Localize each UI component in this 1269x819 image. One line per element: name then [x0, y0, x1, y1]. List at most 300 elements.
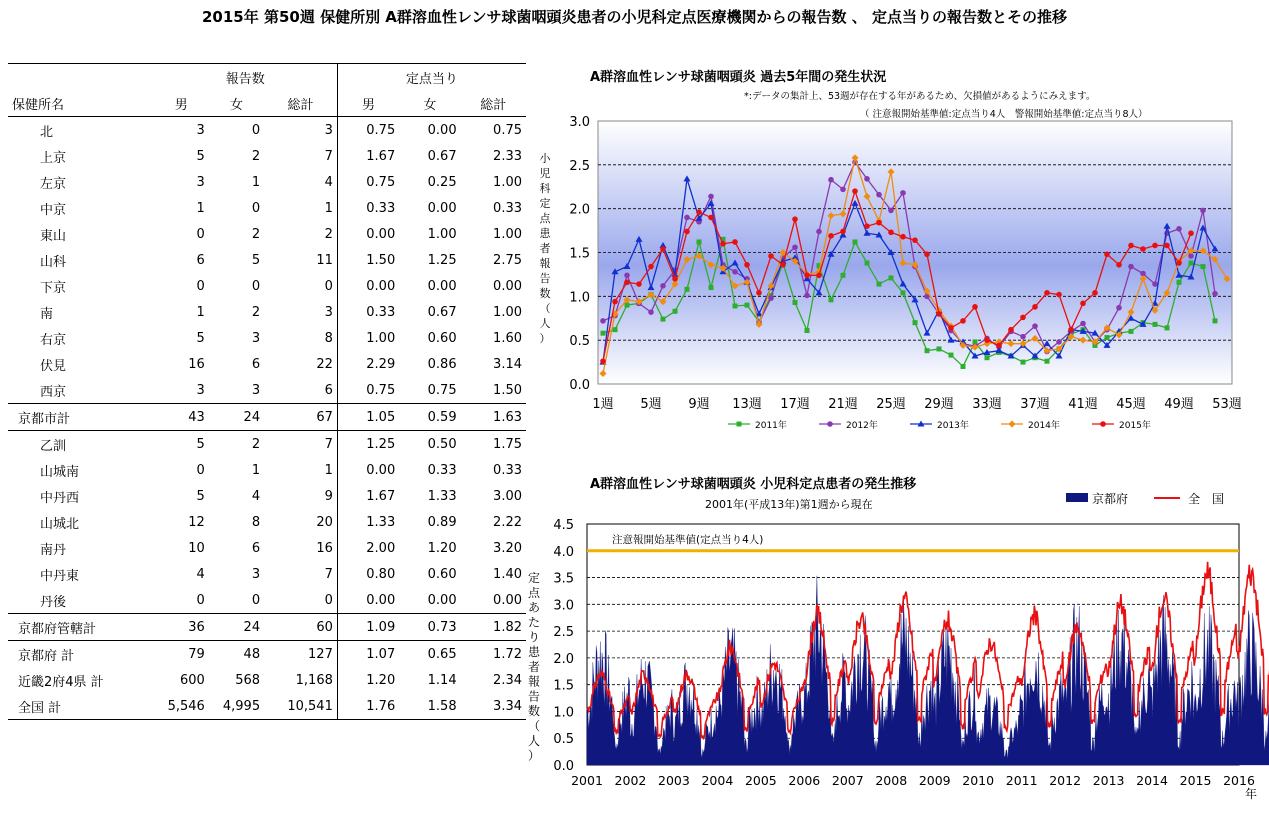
chart2-xtick: 2011 [1005, 773, 1038, 788]
cell-per-total: 1.82 [461, 614, 526, 641]
cell-per-total: 3.00 [493, 488, 522, 504]
cell-per-female: 1.14 [427, 672, 457, 688]
chart1-point [708, 215, 714, 221]
chart1-point [925, 348, 930, 353]
chart2-xtick: 2015 [1179, 773, 1212, 788]
chart1-point [600, 318, 606, 324]
cell-per-male: 0.33 [337, 195, 399, 221]
chart1-point [889, 275, 894, 280]
cell-total: 1 [324, 462, 333, 478]
chart1-point [1080, 321, 1086, 327]
chart1-point [853, 239, 858, 244]
cell-name: 中京 [40, 202, 67, 218]
chart1-ylabel-char: 定 [539, 197, 551, 210]
cell-total: 4 [324, 174, 333, 190]
chart1-point [949, 353, 954, 358]
cell-total: 0 [324, 278, 333, 294]
cell-per-male: 1.67 [337, 483, 399, 509]
chart1-ylabel-char: （ [539, 302, 551, 315]
chart1-point [1152, 281, 1158, 287]
chart1-xtick: 45週 [1116, 397, 1146, 412]
chart1-point [1080, 301, 1086, 307]
chart2-ylabel-char: 点 [527, 585, 541, 600]
cell-name: 中丹西 [40, 490, 80, 506]
header-total: 総計 [264, 90, 337, 117]
cell-name: 南丹 [40, 542, 67, 558]
cell-per-male: 0.80 [337, 561, 399, 587]
cell-female: 8 [251, 514, 261, 530]
cell-male: 5 [196, 330, 205, 346]
cell-per-female: 0.25 [427, 174, 457, 190]
chart1-point [648, 264, 654, 270]
chart1-point [828, 233, 834, 239]
chart1-ylabel-char: 者 [539, 242, 551, 255]
cell-per-total: 0.75 [493, 122, 522, 138]
cell-name: 山城北 [40, 516, 80, 532]
cell-per-female: 0.00 [427, 278, 457, 294]
chart1-point [661, 317, 666, 322]
cell-per-total: 1.40 [493, 566, 522, 582]
cell-name: 山科 [40, 254, 67, 270]
chart2-legend-line-label: 全 国 [1188, 492, 1225, 506]
cell-total: 67 [264, 404, 337, 431]
chart2-ylabel-char: 報 [527, 674, 541, 689]
chart1-legend-label: 2011年 [755, 421, 787, 431]
chart2-ytick: 1.0 [553, 705, 574, 721]
chart1-point [829, 297, 834, 302]
cell-male: 12 [188, 514, 205, 530]
chart1-legend-label: 2015年 [1119, 421, 1151, 431]
cell-per-female: 0.60 [427, 566, 457, 582]
chart1-point [816, 229, 822, 235]
chart1-point [876, 192, 882, 198]
chart2-ytick: 4.0 [553, 544, 574, 560]
cell-name: 全国 計 [8, 693, 154, 720]
chart1-ylabel-char: 報 [539, 257, 551, 270]
chart1-point [1020, 315, 1026, 321]
chart2-xtick: 2006 [788, 773, 821, 788]
chart1-point [864, 223, 870, 229]
cell-per-female: 1.58 [399, 693, 460, 720]
chart1-ylabel-char: 科 [539, 182, 551, 195]
chart1-point [1176, 226, 1182, 232]
chart1-xtick: 49週 [1164, 397, 1194, 412]
cell-name: 東山 [40, 228, 67, 244]
cell-total: 127 [264, 641, 337, 668]
cell-total: 22 [316, 356, 333, 372]
cell-total: 16 [316, 540, 333, 556]
chart2-ytick: 0.5 [553, 732, 574, 748]
chart2-xtick: 2008 [875, 773, 908, 788]
cell-female: 2 [209, 431, 264, 458]
cell-female: 6 [251, 356, 261, 372]
cell-female: 0 [251, 200, 261, 216]
chart1-point [1104, 251, 1110, 257]
chart1-point [1129, 329, 1134, 334]
cell-male: 3 [196, 174, 205, 190]
chart2-ylabel-char: 告 [527, 689, 541, 704]
chart1-point [1008, 327, 1014, 333]
five-year-chart-note: *:データの集計上、53週が存在する年があるため、欠損値があるようにみえます。 [744, 91, 1096, 102]
cell-per-female: 0.67 [427, 304, 457, 320]
cell-female: 2 [251, 226, 261, 242]
chart1-point [937, 346, 942, 351]
chart1-point [1176, 260, 1182, 266]
cell-per-total: 1.00 [493, 174, 522, 190]
cell-per-male: 2.29 [337, 351, 399, 377]
cell-per-female: 0.00 [427, 122, 457, 138]
cell-male: 4 [196, 566, 205, 582]
cell-total: 20 [316, 514, 333, 530]
cell-per-female: 0.00 [427, 200, 457, 216]
cell-male: 5 [196, 488, 205, 504]
chart1-point [1092, 290, 1098, 296]
cell-per-total: 3.34 [461, 693, 526, 720]
chart1-legend-marker [1100, 421, 1106, 427]
cell-total: 2 [324, 226, 333, 242]
cell-per-male: 1.25 [337, 431, 399, 458]
cell-female: 6 [251, 540, 261, 556]
chart2-xtick: 2012 [1049, 773, 1082, 788]
chart1-point [901, 290, 906, 295]
chart1-legend-marker [1009, 421, 1016, 428]
chart2-ytick: 4.5 [553, 518, 574, 533]
chart1-point [1188, 230, 1194, 236]
chart1-point [744, 262, 750, 268]
chart1-point [1165, 325, 1170, 330]
cell-per-male: 1.05 [337, 404, 399, 431]
chart2-ytick: 2.0 [553, 651, 574, 667]
cell-female: 3 [251, 330, 261, 346]
chart1-point [625, 303, 630, 308]
chart1-point [1152, 243, 1158, 249]
chart2-xtick: 2003 [658, 773, 690, 788]
chart1-point [1153, 322, 1158, 327]
cell-male: 0 [196, 592, 205, 608]
chart2-ytick: 3.0 [553, 598, 574, 614]
cell-male: 1 [196, 304, 205, 320]
chart1-point [804, 293, 810, 299]
chart2-threshold-label: 注意報開始基準値(定点当り4人) [612, 533, 764, 546]
cell-male: 16 [188, 356, 205, 372]
chart1-point [636, 281, 642, 287]
cell-female: 1 [251, 462, 261, 478]
cell-per-female: 0.00 [427, 592, 457, 608]
chart1-point [792, 244, 798, 250]
cell-male: 79 [154, 641, 209, 668]
cell-per-female: 0.67 [427, 148, 457, 164]
cell-male: 0 [196, 278, 205, 294]
chart1-point [780, 262, 786, 268]
chart1-point [1056, 339, 1062, 345]
cell-total: 1,168 [295, 672, 333, 688]
chart2-ytick: 2.5 [553, 625, 574, 641]
cell-per-female: 0.75 [427, 382, 457, 398]
chart1-point [900, 234, 906, 240]
cell-per-female: 0.50 [399, 431, 460, 458]
cell-per-female: 0.86 [427, 356, 457, 372]
cell-per-total: 3.20 [493, 540, 522, 556]
cell-per-male: 1.50 [337, 247, 399, 273]
chart1-point [840, 187, 846, 193]
chart1-point [624, 272, 630, 278]
cell-total: 0 [324, 592, 333, 608]
chart1-ylabel-char: 点 [539, 212, 551, 225]
cell-name: 左京 [40, 176, 67, 192]
cell-female: 24 [209, 404, 264, 431]
chart1-point [612, 299, 618, 305]
chart1-xtick: 29週 [924, 397, 954, 412]
cell-male: 10 [188, 540, 205, 556]
cell-per-male: 0.75 [337, 169, 399, 195]
cell-name: 京都府 計 [8, 641, 154, 668]
cell-name: 上京 [40, 150, 67, 166]
chart1-xtick: 25週 [876, 397, 906, 412]
cell-per-total: 3.14 [493, 356, 522, 372]
chart2-ylabel-char: （ [527, 719, 541, 733]
chart2-ytick: 1.5 [553, 678, 574, 694]
cell-total: 7 [324, 566, 333, 582]
chart1-point [1032, 323, 1038, 329]
cell-male: 36 [154, 614, 209, 641]
chart2-xtick: 2013 [1092, 773, 1125, 788]
cell-per-male: 1.20 [337, 667, 399, 693]
cell-female: 0 [251, 592, 261, 608]
chart1-point [805, 328, 810, 333]
cell-per-total: 0.00 [493, 278, 522, 294]
chart1-point [660, 283, 666, 289]
chart1-point [936, 311, 942, 317]
chart1-ylabel-char: 小 [539, 152, 551, 165]
cell-per-female: 0.33 [427, 462, 457, 478]
chart1-xtick: 53週 [1212, 397, 1242, 412]
chart1-point [912, 237, 918, 243]
cell-per-female: 0.73 [399, 614, 460, 641]
chart1-point [673, 309, 678, 314]
cell-per-male: 1.67 [337, 143, 399, 169]
chart1-ytick: 0.5 [569, 334, 590, 350]
chart2-xtick: 2014 [1136, 773, 1168, 788]
chart1-point [1200, 208, 1206, 214]
chart1-point [684, 215, 690, 221]
cell-per-female: 1.00 [427, 226, 457, 242]
chart2-xtick: 2016 [1223, 773, 1255, 788]
chart1-point [1020, 334, 1026, 340]
cell-total: 6 [324, 382, 333, 398]
chart1-xtick: 33週 [972, 397, 1002, 412]
cell-total: 60 [264, 614, 337, 641]
chart2-xtick: 2002 [614, 773, 647, 788]
chart2-ylabel-char: 定 [527, 571, 541, 585]
chart1-xtick: 21週 [828, 397, 858, 412]
chart1-point [1177, 280, 1182, 285]
cell-per-male: 0.00 [337, 587, 399, 614]
cell-female: 0 [251, 122, 261, 138]
chart1-point [948, 325, 954, 331]
cell-name: 乙訓 [8, 431, 154, 458]
cell-female: 3 [251, 382, 261, 398]
chart1-point [1128, 243, 1134, 249]
cell-per-male: 0.33 [337, 299, 399, 325]
chart2-xtick: 2005 [744, 773, 777, 788]
chart1-point [732, 239, 738, 245]
cell-per-male: 0.75 [337, 117, 399, 144]
cell-name: 右京 [40, 332, 67, 348]
header-per-female: 女 [399, 90, 460, 117]
cell-female: 4 [251, 488, 261, 504]
chart1-ytick: 1.5 [569, 246, 590, 262]
header-male: 男 [154, 90, 209, 117]
chart1-xtick: 1週 [592, 397, 614, 412]
cell-name: 近畿2府4県 計 [18, 674, 104, 690]
cell-per-male: 0.00 [337, 273, 399, 299]
chart1-point [745, 303, 750, 308]
cell-per-male: 1.00 [337, 325, 399, 351]
chart1-point [1213, 318, 1218, 323]
chart1-point [840, 229, 846, 235]
chart1-point [1044, 290, 1050, 296]
cell-male: 5,546 [154, 693, 209, 720]
cell-name: 南 [40, 306, 54, 322]
cell-female: 2 [251, 148, 261, 164]
chart1-xtick: 9週 [688, 397, 710, 412]
chart1-point [804, 272, 810, 278]
chart1-xtick: 5週 [640, 397, 662, 412]
chart1-ytick: 0.0 [569, 378, 590, 393]
trend-chart-title: A群溶血性レンサ球菌咽頭炎 小児科定点患者の発生推移 [590, 477, 917, 492]
chart1-point [1105, 335, 1110, 340]
cell-per-male: 1.33 [337, 509, 399, 535]
chart1-point [720, 241, 726, 247]
chart1-point [1116, 305, 1122, 311]
cell-total: 7 [324, 148, 333, 164]
chart2-ylabel-char: 人 [527, 733, 541, 748]
cell-total: 3 [324, 122, 333, 138]
five-year-chart [540, 115, 1242, 431]
chart1-point [672, 276, 678, 282]
chart1-point [865, 261, 870, 266]
chart1-point [828, 177, 834, 183]
chart1-point [972, 304, 978, 310]
chart1-point [1212, 291, 1218, 297]
chart1-ylabel-char: 数 [539, 287, 551, 300]
chart2-xtick: 2010 [962, 773, 995, 788]
cell-per-female: 1.25 [427, 252, 457, 268]
chart1-point [600, 358, 606, 364]
cell-male: 43 [154, 404, 209, 431]
chart2-xtick: 2009 [918, 773, 951, 788]
chart1-point [876, 220, 882, 226]
cell-total: 1 [324, 200, 333, 216]
cell-per-total: 1.75 [461, 431, 526, 458]
cell-name: 中丹東 [40, 568, 80, 584]
chart1-point [913, 320, 918, 325]
chart1-point [601, 331, 606, 336]
chart1-point [624, 280, 630, 286]
cell-per-total: 1.00 [493, 226, 522, 242]
chart1-ylabel-char: 患 [539, 227, 551, 240]
chart1-point [877, 282, 882, 287]
chart1-point [816, 272, 822, 278]
cell-per-total: 2.33 [493, 148, 522, 164]
chart2-ylabel-char: 者 [527, 659, 541, 674]
header-female: 女 [209, 90, 264, 117]
chart1-point [1116, 262, 1122, 268]
chart1-point [697, 239, 702, 244]
page-title: 2015年 第50週 保健所別 A群溶血性レンサ球菌咽頭炎患者の小児科定点医療機関からの報告数 、 定点当りの報告数とその推移 [202, 8, 1067, 26]
cell-per-total: 1.60 [493, 330, 522, 346]
header-per-male: 男 [337, 90, 399, 117]
chart1-point [960, 318, 966, 324]
five-year-chart-threshold-note: （ 注意報開始基準値:定点当り4人 警報開始基準値:定点当り8人） [860, 109, 1148, 120]
cell-name: 西京 [40, 384, 67, 400]
cell-female: 1 [251, 174, 261, 190]
cell-name: 北 [40, 124, 54, 140]
chart1-ylabel-char: ） [539, 332, 551, 345]
cell-per-total: 0.33 [493, 462, 522, 478]
cell-total: 10,541 [264, 693, 337, 720]
cell-female: 568 [235, 672, 261, 688]
cell-per-female: 0.89 [427, 514, 457, 530]
cell-per-total: 1.63 [461, 404, 526, 431]
chart1-point [792, 216, 798, 222]
chart2-ylabel-char: ） [527, 748, 541, 763]
chart1-point [888, 230, 894, 236]
chart1-point [768, 295, 774, 301]
cell-per-female: 1.33 [427, 488, 457, 504]
chart1-point [985, 355, 990, 360]
chart1-point [613, 327, 618, 332]
chart1-point [1128, 264, 1134, 270]
cell-per-total: 1.50 [493, 382, 522, 398]
trend-chart-subtitle: 2001年(平成13年)第1週から現在 [705, 498, 873, 511]
cell-per-total: 1.00 [493, 304, 522, 320]
chart1-point [984, 337, 990, 343]
cell-female: 3 [251, 566, 261, 582]
chart1-point [732, 269, 738, 275]
chart1-ylabel-char: 児 [539, 167, 551, 180]
five-year-chart-title: A群溶血性レンサ球菌咽頭炎 過去5年間の発生状況 [590, 70, 887, 85]
chart1-point [684, 229, 690, 235]
cell-per-total: 0.33 [493, 200, 522, 216]
cell-per-female: 0.60 [427, 330, 457, 346]
chart2-ylabel-char: り [527, 630, 541, 645]
cell-male: 0 [196, 462, 205, 478]
chart1-ytick: 1.0 [569, 290, 590, 306]
cell-male: 5 [154, 431, 209, 458]
chart2-ylabel-char: あ [527, 600, 541, 615]
chart1-ylabel-char: 告 [539, 272, 551, 285]
chart2-ytick: 3.5 [553, 571, 574, 587]
cell-female: 24 [209, 614, 264, 641]
chart2-x-unit: 年 [1244, 787, 1258, 801]
cell-male: 3 [196, 382, 205, 398]
chart1-point [864, 176, 870, 182]
cell-per-female: 0.59 [399, 404, 460, 431]
cell-per-male: 0.00 [337, 457, 399, 483]
cell-female: 48 [209, 641, 264, 668]
chart1-point [1140, 246, 1146, 252]
chart1-point [696, 209, 702, 215]
chart2-legend-area-label: 京都府 [1092, 492, 1129, 506]
chart1-legend-marker [737, 422, 742, 427]
chart1-legend-label: 2014年 [1028, 421, 1060, 431]
header-per-site: 定点当り [337, 64, 526, 91]
cell-female: 4,995 [209, 693, 264, 720]
chart2-ylabel-char: 数 [527, 704, 541, 719]
chart1-point [924, 251, 930, 257]
cell-name: 伏見 [40, 358, 67, 374]
